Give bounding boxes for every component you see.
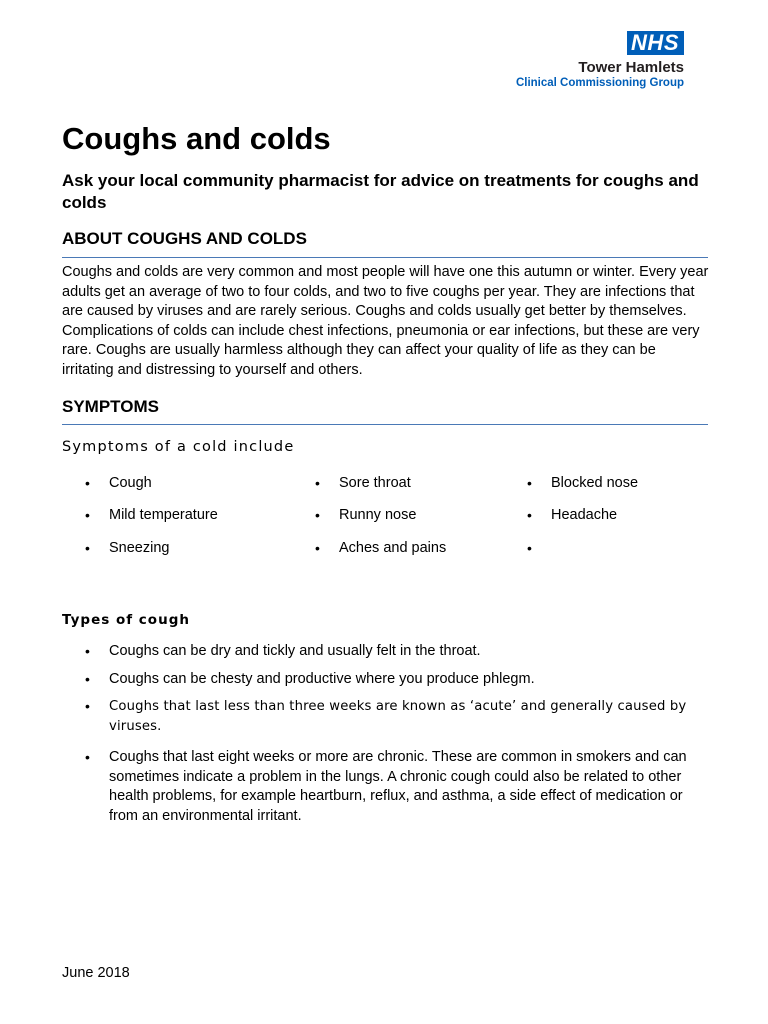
- list-item: • Headache: [527, 507, 618, 523]
- symptoms-divider: [62, 424, 708, 425]
- page-title: Coughs and colds: [62, 121, 331, 156]
- symptoms-heading: SYMPTOMS: [62, 397, 159, 416]
- list-item: • Coughs can be chesty and productive where you produce phlegm.: [109, 670, 709, 690]
- org-subtitle: Clinical Commissioning Group: [515, 77, 684, 89]
- footer-date: June 2018: [62, 965, 130, 981]
- cough-types-heading: Types of cough: [62, 612, 190, 628]
- nhs-badge: NHS: [627, 31, 684, 55]
- bullet-icon: •: [527, 475, 532, 491]
- list-item: • Coughs can be dry and tickly and usually felt in the throat.: [109, 642, 709, 662]
- list-item: • Blocked nose: [527, 475, 639, 491]
- bullet-icon: •: [85, 475, 90, 491]
- list-item: • Aches and pains: [315, 540, 447, 556]
- list-item: • Mild temperature: [85, 507, 218, 523]
- bullet-icon: •: [85, 671, 90, 687]
- list-item: • Coughs that last less than three weeks are known as ‘acute’ and generally caused by viruses.: [85, 698, 687, 734]
- page-subtitle: Ask your local community pharmacist for advice on treatments for coughs and colds: [62, 171, 699, 212]
- bullet-icon: •: [527, 540, 532, 556]
- list-item: • Sneezing: [85, 540, 170, 556]
- bullet-icon: •: [315, 475, 320, 491]
- nhs-logo: [516, 31, 684, 90]
- bullet-icon: •: [315, 507, 320, 523]
- list-item: • Sore throat: [315, 475, 411, 491]
- bullet-icon: •: [85, 749, 90, 765]
- bullet-icon: •: [85, 540, 90, 556]
- org-name: Tower Hamlets: [578, 59, 684, 76]
- bullet-icon: •: [85, 643, 90, 659]
- bullet-icon: •: [85, 507, 90, 523]
- about-paragraph: Coughs and colds are very common and most people will have one this autumn or winter. Every year adults get an average of two to four colds, and two to five coughs per year. They are infections that are caused by viruses and are rarely serious. Coughs and colds usually get better by themselves. Complications of colds can include chest infections, pneumonia or ear infections, but these are very rare. Coughs are usually harmless although they can affect your quality of life as they can be irritating and distressing to yourself and others.: [62, 264, 709, 378]
- about-divider: [62, 257, 708, 258]
- bullet-icon: •: [315, 540, 320, 556]
- list-item: • Cough: [85, 475, 152, 491]
- cold-symptoms-heading: Symptoms of a cold include: [62, 439, 295, 455]
- bullet-icon: •: [527, 507, 532, 523]
- list-item: • Coughs that last eight weeks or more are chronic. These are common in smokers and can sometimes indicate a problem in the lungs. A chronic cough could also be related to other health problems, for example heartburn, reflux, and asthma, a side effect of medication or from an environmental irritant.: [85, 749, 687, 824]
- bullet-icon: •: [85, 698, 91, 714]
- about-heading: ABOUT COUGHS AND COLDS: [62, 229, 307, 248]
- list-item: • Runny nose: [315, 507, 417, 523]
